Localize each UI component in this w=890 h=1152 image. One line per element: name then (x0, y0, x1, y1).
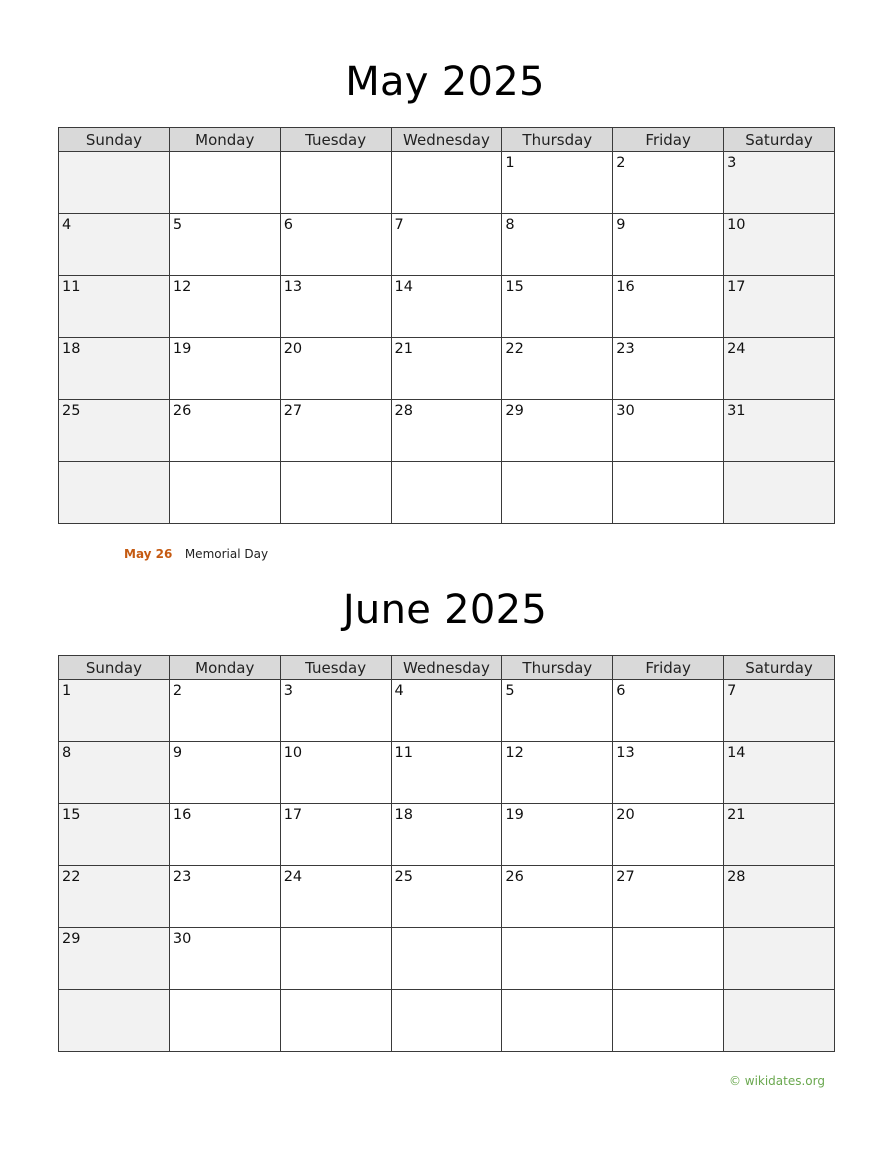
day-cell (724, 400, 835, 462)
weekday-header-wednesday: Wednesday (391, 656, 502, 680)
day-cell (280, 804, 391, 866)
weekday-header-sunday: Sunday (59, 128, 170, 152)
day-number (724, 990, 834, 993)
weekday-header-tuesday: Tuesday (280, 128, 391, 152)
day-cell (391, 462, 502, 524)
day-number (613, 990, 723, 993)
day-number (502, 928, 612, 931)
day-cell (59, 462, 170, 524)
day-cell (724, 866, 835, 928)
day-number (724, 462, 834, 465)
day-cell (59, 152, 170, 214)
day-cell (391, 866, 502, 928)
holiday-list-may (124, 546, 268, 562)
day-cell (502, 276, 613, 338)
day-number (724, 928, 834, 931)
weekday-header-monday: Monday (169, 656, 280, 680)
day-number: 21 (727, 807, 746, 823)
day-cell (613, 152, 724, 214)
day-cell (169, 152, 280, 214)
day-number: 14 (394, 279, 413, 295)
day-number (392, 928, 502, 931)
day-number: 17 (283, 807, 303, 823)
weekday-header-wednesday: Wednesday (391, 128, 502, 152)
weekday-header-thursday: Thursday (502, 656, 613, 680)
day-number: 4 (62, 217, 72, 233)
day-number: 10 (283, 745, 303, 761)
day-number: 31 (727, 403, 746, 419)
day-number (392, 990, 502, 993)
day-number: 30 (616, 403, 635, 419)
day-number: 30 (172, 931, 192, 947)
day-number: 19 (172, 341, 192, 357)
day-number: 16 (616, 279, 635, 295)
day-number: 15 (62, 807, 81, 823)
day-cell (280, 742, 391, 804)
day-cell (59, 990, 170, 1052)
day-number: 3 (727, 155, 737, 171)
day-number: 23 (172, 869, 192, 885)
day-number: 9 (616, 217, 626, 233)
day-cell (169, 276, 280, 338)
calendar-grid-may (58, 127, 835, 524)
day-number: 27 (616, 869, 635, 885)
day-number (281, 928, 391, 931)
day-number: 28 (394, 403, 413, 419)
day-cell (59, 804, 170, 866)
day-cell (280, 462, 391, 524)
day-cell (391, 214, 502, 276)
day-number (502, 990, 612, 993)
day-cell (169, 742, 280, 804)
day-cell (502, 338, 613, 400)
day-cell (169, 928, 280, 990)
week-row (59, 928, 835, 990)
day-number: 27 (283, 403, 303, 419)
day-number: 14 (727, 745, 746, 761)
day-number (59, 990, 169, 993)
weekday-header-friday: Friday (613, 656, 724, 680)
day-number: 19 (505, 807, 524, 823)
day-cell (502, 990, 613, 1052)
day-cell (169, 338, 280, 400)
week-row (59, 400, 835, 462)
weekday-header-saturday: Saturday (724, 128, 835, 152)
day-cell (502, 400, 613, 462)
day-cell (280, 214, 391, 276)
day-number: 24 (283, 869, 303, 885)
day-cell (280, 928, 391, 990)
day-cell (280, 866, 391, 928)
day-cell (391, 152, 502, 214)
day-number: 12 (172, 279, 192, 295)
day-number (170, 990, 280, 993)
day-cell (502, 742, 613, 804)
week-row (59, 866, 835, 928)
day-cell (724, 742, 835, 804)
day-number (170, 152, 280, 155)
day-cell (391, 804, 502, 866)
day-number (613, 928, 723, 931)
day-number: 24 (727, 341, 746, 357)
day-cell (59, 214, 170, 276)
day-cell (391, 338, 502, 400)
day-number: 11 (394, 745, 413, 761)
day-cell (613, 928, 724, 990)
day-cell (613, 680, 724, 742)
day-number: 28 (727, 869, 746, 885)
day-cell (59, 928, 170, 990)
day-number: 8 (62, 745, 72, 761)
day-cell (391, 276, 502, 338)
weekday-header-monday: Monday (169, 128, 280, 152)
day-cell (391, 400, 502, 462)
week-row (59, 680, 835, 742)
day-cell (502, 462, 613, 524)
calendar-grid-june (58, 655, 835, 1052)
weekday-header-row (59, 128, 835, 152)
day-number (502, 462, 612, 465)
day-cell (724, 680, 835, 742)
day-number: 6 (616, 683, 626, 699)
day-cell (169, 866, 280, 928)
day-number: 20 (283, 341, 303, 357)
day-number: 1 (505, 155, 515, 171)
day-number: 10 (727, 217, 746, 233)
day-cell (613, 866, 724, 928)
day-number (281, 152, 391, 155)
day-cell (59, 866, 170, 928)
weekday-header-friday: Friday (613, 128, 724, 152)
day-cell (613, 276, 724, 338)
day-number: 26 (505, 869, 524, 885)
day-cell (724, 990, 835, 1052)
day-number: 29 (505, 403, 524, 419)
week-row (59, 152, 835, 214)
day-number: 5 (505, 683, 515, 699)
weekday-header-sunday: Sunday (59, 656, 170, 680)
day-cell (502, 928, 613, 990)
day-cell (613, 400, 724, 462)
day-cell (613, 462, 724, 524)
holiday-item (124, 546, 268, 562)
day-cell (169, 804, 280, 866)
day-number: 2 (172, 683, 183, 699)
day-number: 11 (62, 279, 81, 295)
day-number: 20 (616, 807, 635, 823)
copyright-footer[interactable]: © wikidates.org (728, 1074, 825, 1088)
day-number: 9 (172, 745, 183, 761)
day-number: 18 (62, 341, 81, 357)
weekday-header-row (59, 656, 835, 680)
week-row (59, 276, 835, 338)
day-cell (391, 990, 502, 1052)
day-cell (724, 804, 835, 866)
week-row (59, 804, 835, 866)
day-number: 26 (172, 403, 192, 419)
day-cell (169, 400, 280, 462)
day-number (613, 462, 723, 465)
day-number: 12 (505, 745, 524, 761)
day-cell (280, 990, 391, 1052)
day-cell (169, 462, 280, 524)
week-row (59, 990, 835, 1052)
day-cell (502, 152, 613, 214)
day-cell (613, 338, 724, 400)
day-number (392, 152, 502, 155)
day-cell (502, 804, 613, 866)
day-cell (59, 680, 170, 742)
day-number (281, 462, 391, 465)
day-cell (169, 214, 280, 276)
day-cell (280, 400, 391, 462)
day-cell (280, 152, 391, 214)
day-cell (613, 214, 724, 276)
day-cell (59, 400, 170, 462)
day-cell (724, 214, 835, 276)
day-number (392, 462, 502, 465)
weekday-header-thursday: Thursday (502, 128, 613, 152)
day-cell (724, 276, 835, 338)
day-cell (169, 680, 280, 742)
day-cell (502, 214, 613, 276)
day-number: 18 (394, 807, 413, 823)
day-number: 22 (505, 341, 524, 357)
day-number: 16 (172, 807, 192, 823)
day-cell (59, 338, 170, 400)
day-number (170, 462, 280, 465)
month-title-june: June 2025 (342, 587, 548, 633)
day-cell (391, 680, 502, 742)
day-number (59, 462, 169, 465)
weekday-header-tuesday: Tuesday (280, 656, 391, 680)
day-number: 7 (394, 217, 404, 233)
week-row (59, 462, 835, 524)
month-title-may: May 2025 (345, 59, 545, 105)
day-cell (502, 866, 613, 928)
day-number: 29 (62, 931, 81, 947)
weekday-header-saturday: Saturday (724, 656, 835, 680)
day-number: 23 (616, 341, 635, 357)
day-number: 3 (283, 683, 293, 699)
day-number: 17 (727, 279, 746, 295)
day-cell (724, 152, 835, 214)
day-cell (59, 742, 170, 804)
week-row (59, 338, 835, 400)
holiday-date: May 26 (124, 547, 173, 561)
day-number: 2 (616, 155, 626, 171)
day-cell (613, 742, 724, 804)
day-number: 6 (283, 217, 293, 233)
day-cell (613, 804, 724, 866)
day-number: 13 (616, 745, 635, 761)
day-cell (391, 742, 502, 804)
day-number: 25 (394, 869, 413, 885)
day-number: 1 (62, 683, 72, 699)
day-cell (280, 680, 391, 742)
day-number: 7 (727, 683, 737, 699)
day-cell (724, 338, 835, 400)
day-number: 5 (172, 217, 183, 233)
day-number: 25 (62, 403, 81, 419)
day-cell (169, 990, 280, 1052)
day-number: 22 (62, 869, 81, 885)
day-number: 4 (394, 683, 404, 699)
day-cell (724, 928, 835, 990)
day-number: 15 (505, 279, 524, 295)
day-cell (280, 276, 391, 338)
day-number: 13 (283, 279, 303, 295)
day-cell (59, 276, 170, 338)
day-number: 21 (394, 341, 413, 357)
day-cell (724, 462, 835, 524)
day-cell (613, 990, 724, 1052)
day-number (59, 152, 169, 155)
day-cell (280, 338, 391, 400)
week-row (59, 742, 835, 804)
day-number: 8 (505, 217, 515, 233)
day-number (281, 990, 391, 993)
day-cell (502, 680, 613, 742)
holiday-name: Memorial Day (184, 547, 269, 561)
week-row (59, 214, 835, 276)
day-cell (391, 928, 502, 990)
